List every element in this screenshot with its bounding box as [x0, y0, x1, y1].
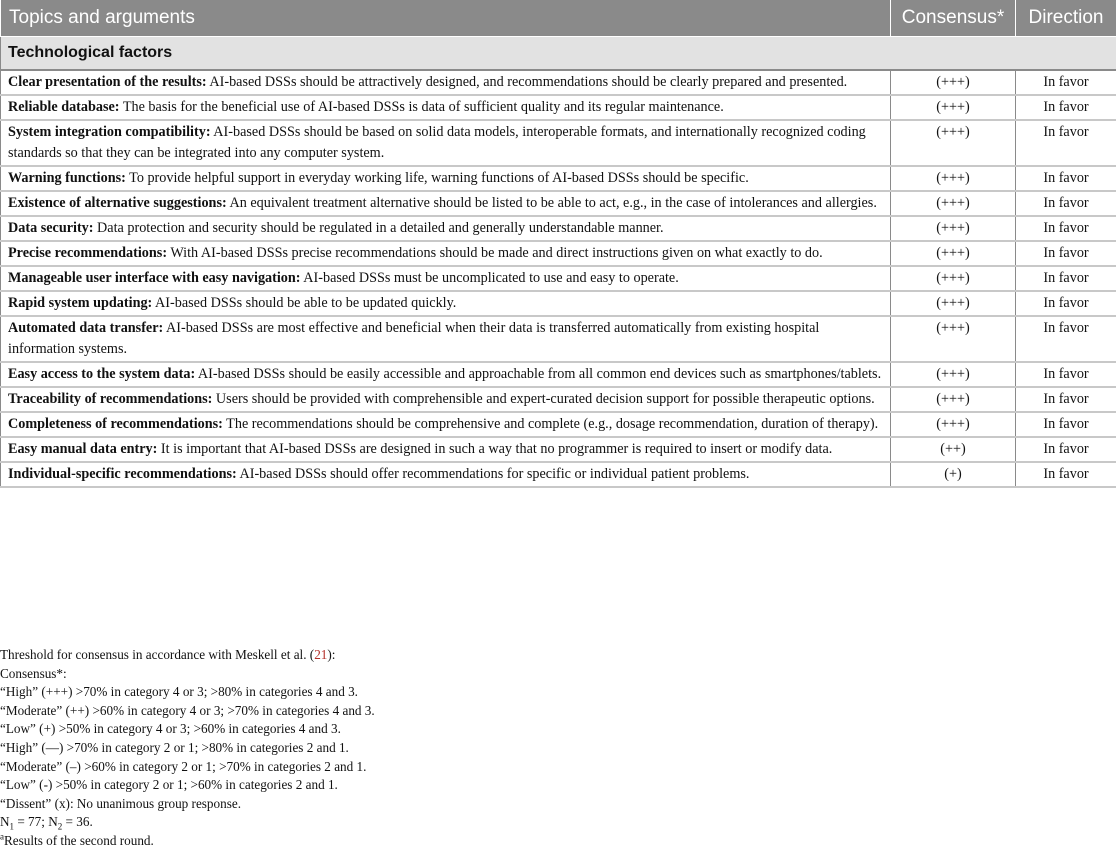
consensus-definition: “Dissent” (x): No unanimous group response. — [0, 795, 241, 811]
topic-cell — [1, 412, 891, 437]
table-footnotes — [0, 646, 1116, 851]
table-row — [1, 362, 1116, 387]
section-row — [1, 37, 1116, 71]
direction-cell: In favor — [1016, 266, 1116, 291]
table-row — [1, 216, 1116, 241]
topic-term: Traceability of recommendations: — [8, 391, 213, 407]
consensus-cell: (+++) — [891, 412, 1016, 437]
table-row — [1, 166, 1116, 191]
direction-cell: In favor — [1016, 191, 1116, 216]
topic-term: Precise recommendations: — [8, 245, 168, 261]
topic-term: Automated data transfer: — [8, 320, 164, 336]
topic-argument: The recommendations should be comprehensive and complete (e.g., dosage recommendation, duration of therapy). — [222, 416, 879, 432]
topic-term: Easy access to the system data: — [8, 366, 196, 382]
topic-cell — [1, 266, 891, 291]
consensus-cell: (+++) — [891, 216, 1016, 241]
topic-argument: To provide helpful support in everyday working life, warning functions of AI-based DSSs should be specific. — [125, 170, 749, 186]
topic-argument: AI-based DSSs must be uncomplicated to use and easy to operate. — [300, 270, 679, 286]
consensus-cell: (+++) — [891, 387, 1016, 412]
section-title: Technological factors — [1, 37, 1116, 71]
consensus-definition: “Moderate” (++) >60% in category 4 or 3; >70% in categories 4 and 3. — [0, 702, 375, 718]
direction-cell: In favor — [1016, 241, 1116, 266]
direction-cell: In favor — [1016, 412, 1116, 437]
direction-cell: In favor — [1016, 120, 1116, 166]
consensus-definition: “Moderate” (–) >60% in category 2 or 1; >70% in categories 2 and 1. — [0, 758, 367, 774]
table-row — [1, 437, 1116, 462]
header-direction: Direction — [1016, 0, 1116, 37]
consensus-definition: “High” (—) >70% in category 2 or 1; >80% in categories 2 and 1. — [0, 739, 349, 755]
consensus-cell: (+++) — [891, 291, 1016, 316]
topic-argument: AI-based DSSs should be based on solid data models, interoperable formats, and internationally recognized coding standards so that they can be integrated into any computer system. — [8, 124, 866, 161]
table-row — [1, 120, 1116, 166]
topic-argument: The basis for the beneficial use of AI-based DSSs is data of sufficient quality and its regular maintenance. — [119, 99, 724, 115]
topic-cell — [1, 120, 891, 166]
consensus-cell: (+) — [891, 462, 1016, 487]
topic-term: Manageable user interface with easy navigation: — [8, 270, 301, 286]
direction-cell: In favor — [1016, 291, 1116, 316]
table-row — [1, 241, 1116, 266]
direction-cell: In favor — [1016, 95, 1116, 120]
topic-cell — [1, 437, 891, 462]
topic-argument: AI-based DSSs should be able to be updated quickly. — [152, 295, 457, 311]
sample-size-note: $N_1 = 77$; $N_2 = 36$. — [0, 814, 93, 832]
consensus-definition: “High” (+++) >70% in category 4 or 3; >80% in categories 4 and 3. — [0, 684, 358, 700]
topic-term: Rapid system updating: — [8, 295, 153, 311]
topic-term: Existence of alternative suggestions: — [8, 195, 227, 211]
results-note: $^a$Results of the second round. — [0, 831, 154, 848]
topic-cell — [1, 291, 891, 316]
header-row — [1, 0, 1116, 37]
topic-cell — [1, 462, 891, 487]
table-row — [1, 191, 1116, 216]
table-row — [1, 462, 1116, 487]
topic-argument: With AI-based DSSs precise recommendations should be made and direct instructions given on what exactly to do. — [167, 245, 823, 261]
table-row — [1, 316, 1116, 362]
consensus-cell: (+++) — [891, 95, 1016, 120]
consensus-label: Consensus*: — [0, 665, 67, 681]
topic-argument: Data protection and security should be regulated in a detailed and generally understandable manner. — [93, 220, 664, 236]
consensus-cell: (+++) — [891, 120, 1016, 166]
table-row — [1, 70, 1116, 95]
consensus-cell: (+++) — [891, 70, 1016, 95]
topic-argument: AI-based DSSs should be attractively designed, and recommendations should be clearly prepared and presented. — [206, 74, 848, 90]
direction-cell: In favor — [1016, 437, 1116, 462]
consensus-definition: “Low” (+) >50% in category 4 or 3; >60% in categories 4 and 3. — [0, 721, 341, 737]
topic-term: Completeness of recommendations: — [8, 416, 223, 432]
table-row — [1, 95, 1116, 120]
direction-cell: In favor — [1016, 462, 1116, 487]
table-row — [1, 266, 1116, 291]
topic-argument: It is important that AI-based DSSs are designed in such a way that no programmer is required to insert or modify data. — [157, 441, 833, 457]
topic-cell — [1, 191, 891, 216]
consensus-cell: (+++) — [891, 241, 1016, 266]
topic-term: System integration compatibility: — [8, 124, 211, 140]
topic-cell — [1, 70, 891, 95]
topic-argument: An equivalent treatment alternative should be listed to be able to act, e.g., in the case of intolerances and allergies. — [226, 195, 877, 211]
topic-term: Data security: — [8, 220, 94, 236]
topic-argument: AI-based DSSs are most effective and beneficial when their data is transferred automatically from existing hospital information systems. — [8, 320, 820, 357]
consensus-cell: (+++) — [891, 266, 1016, 291]
table-row — [1, 412, 1116, 437]
topic-argument: AI-based DSSs should be easily accessible and approachable from all common end devices such as smartphones/tablets. — [195, 366, 882, 382]
table-row — [1, 387, 1116, 412]
table-row — [1, 291, 1116, 316]
topic-term: Clear presentation of the results: — [8, 74, 207, 90]
header-topics: Topics and arguments — [1, 0, 891, 37]
topic-term: Individual-specific recommendations: — [8, 466, 237, 482]
topic-cell — [1, 316, 891, 362]
direction-cell: In favor — [1016, 387, 1116, 412]
topic-cell — [1, 362, 891, 387]
topic-cell — [1, 387, 891, 412]
direction-cell: In favor — [1016, 216, 1116, 241]
topic-cell — [1, 216, 891, 241]
threshold-note: Threshold for consensus in accordance with Meskell et al. (21): — [0, 647, 336, 662]
topic-term: Easy manual data entry: — [8, 441, 158, 457]
direction-cell: In favor — [1016, 316, 1116, 362]
topic-term: Warning functions: — [8, 170, 126, 186]
consensus-definition: “Low” (-) >50% in category 2 or 1; >60% in categories 2 and 1. — [0, 777, 338, 793]
consensus-cell: (+++) — [891, 166, 1016, 191]
topic-cell — [1, 241, 891, 266]
topic-term: Reliable database: — [8, 99, 120, 115]
consensus-cell: (+++) — [891, 191, 1016, 216]
topic-argument: AI-based DSSs should offer recommendations for specific or individual patient problems. — [236, 466, 750, 482]
consensus-cell: (+++) — [891, 316, 1016, 362]
direction-cell: In favor — [1016, 166, 1116, 191]
topic-cell — [1, 95, 891, 120]
topic-cell — [1, 166, 891, 191]
consensus-cell: (+++) — [891, 362, 1016, 387]
direction-cell: In favor — [1016, 362, 1116, 387]
header-consensus: Consensus* — [891, 0, 1016, 37]
topic-argument: Users should be provided with comprehensible and expert-curated decision support for possible therapeutic options. — [212, 391, 875, 407]
consensus-cell: (++) — [891, 437, 1016, 462]
direction-cell: In favor — [1016, 70, 1116, 95]
reference-link[interactable]: 21 — [314, 647, 328, 662]
